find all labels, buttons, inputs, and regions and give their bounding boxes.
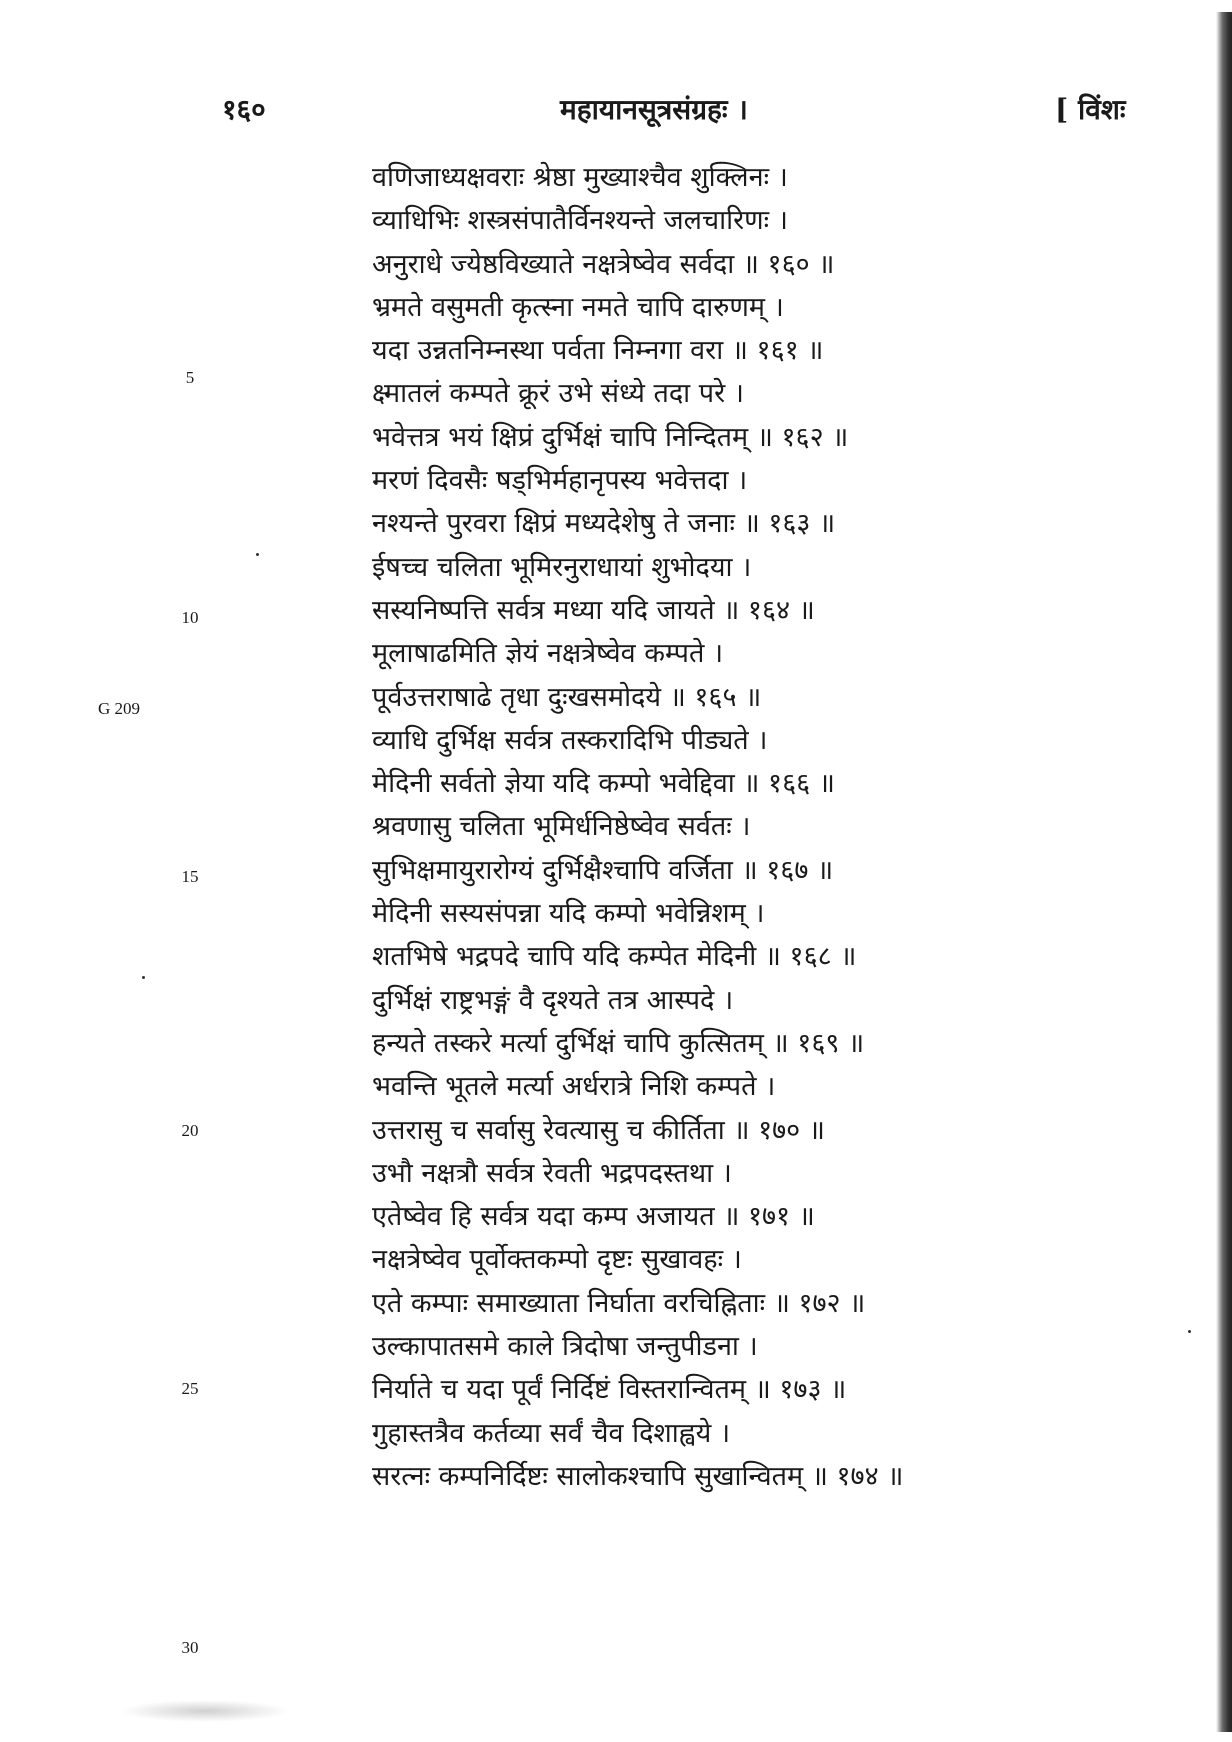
verse-line: सस्यनिष्पत्ति सर्वत्र मध्या यदि जायते ॥ १६४ ॥ [372,594,815,626]
section-tag: [ विंशः [1055,93,1126,126]
margin-line-number-10: 10 [181,608,199,627]
ink-speck [1188,1330,1191,1333]
verse-line: मरणं दिवसैः षड्भिर्महानृपस्य भवेत्तदा । [372,465,748,497]
verse-line: व्याधिभिः शस्त्रसंपातैर्विनश्यन्ते जलचारिणः । [372,205,788,237]
verse-line: एते कम्पाः समाख्याता निर्घाता वरचिह्निताः ॥ १७२ ॥ [372,1287,866,1319]
verse-line: उल्कापातसमे काले त्रिदोषा जन्तुपीडना । [372,1331,758,1363]
verse-line: निर्याते च यदा पूर्वं निर्दिष्टं विस्तरान्वितम् ॥ १७३ ॥ [372,1374,847,1406]
page-reference: G 209 [98,699,141,718]
scan-smudge [120,1700,290,1722]
verse-line: भवन्ति भूतले मर्त्या अर्धरात्रे निशि कम्पते । [372,1071,776,1103]
verse-line: वणिजाध्यक्षवराः श्रेष्ठा मुख्याश्चैव शुक्लिनः । [372,162,788,193]
verse-line: उत्तरासु च सर्वासु रेवत्यासु च कीर्तिता ॥ १७० ॥ [372,1114,825,1146]
verse-line: अनुराधे ज्येष्ठविख्याते नक्षत्रेष्वेव सर्वदा ॥ १६० ॥ [372,248,835,280]
margin-line-number-15: 15 [181,867,199,886]
ink-speck [256,553,259,556]
verse-line: नश्यन्ते पुरवरा क्षिप्रं मध्यदेशेषु ते जनाः ॥ १६३ ॥ [372,508,836,540]
scan-edge-shadow [1216,12,1232,1732]
verse-text [372,156,903,1498]
verse-line: भ्रमते वसुमती कृत्स्ना नमते चापि दारुणम् । [372,291,784,323]
margin-line-number-20: 20 [181,1121,199,1140]
verse-line: पूर्वउत्तराषाढे तृधा दुःखसमोदये ॥ १६५ ॥ [372,681,762,713]
verse-line: शतभिषे भद्रपदे चापि यदि कम्पेत मेदिनी ॥ १६८ ॥ [372,941,857,973]
margin-line-number-30: 30 [181,1638,199,1657]
verse-line: क्ष्मातलं कम्पते क्रूरं उभे संध्ये तदा परे । [372,378,744,410]
verse-line: गुहास्तत्रैव कर्तव्या सर्वं चैव दिशाह्वये । [372,1417,731,1449]
verse-line: सुभिक्षमायुरारोग्यं दुर्भिक्षैश्चापि वर्जिता ॥ १६७ ॥ [372,854,834,886]
verse-line: श्रवणासु चलिता भूमिर्धनिष्ठेष्वेव सर्वतः । [372,811,751,843]
verse-line: मूलाषाढमिति ज्ञेयं नक्षत्रेष्वेव कम्पते । [372,638,724,670]
verse-line: भवेत्तत्र भयं क्षिप्रं दुर्भिक्षं चापि निन्दितम् ॥ १६२ ॥ [372,421,849,453]
verse-line: मेदिनी सस्यसंपन्ना यदि कम्पो भवेन्निशम् । [372,898,765,930]
running-title: महायानसूत्रसंग्रहः । [560,93,748,126]
page-number: १६० [222,93,266,126]
verse-line: सरत्नः कम्पनिर्दिष्टः सालोकश्चापि सुखान्वितम् ॥ १७४ ॥ [372,1460,904,1492]
ink-speck [142,976,145,979]
verse-line: उभौ नक्षत्रौ सर्वत्र रेवती भद्रपदस्तथा । [372,1157,732,1189]
margin-line-number-25: 25 [181,1379,199,1398]
verse-line: यदा उन्नतनिम्नस्था पर्वता निम्नगा वरा ॥ १६१ ॥ [372,335,824,367]
verse-line: हन्यते तस्करे मर्त्या दुर्भिक्षं चापि कुत्सितम् ॥ १६९ ॥ [372,1027,865,1059]
verse-line: एतेष्वेव हि सर्वत्र यदा कम्प अजायत ॥ १७१ ॥ [372,1201,815,1233]
verse-line: मेदिनी सर्वतो ज्ञेया यदि कम्पो भवेद्दिवा ॥ १६६ ॥ [372,768,835,800]
verse-line: नक्षत्रेष्वेव पूर्वोक्तकम्पो दृष्टः सुखावहः । [372,1244,742,1276]
margin-line-number-5: 5 [185,368,195,387]
verse-line: व्याधि दुर्भिक्ष सर्वत्र तस्करादिभि पीड्यते । [372,724,768,756]
verse-line: ईषच्च चलिता भूमिरनुराधायां शुभोदया । [372,551,752,583]
verse-line: दुर्भिक्षं राष्ट्रभङ्गं वै दृश्यते तत्र आस्पदे । [372,984,734,1016]
